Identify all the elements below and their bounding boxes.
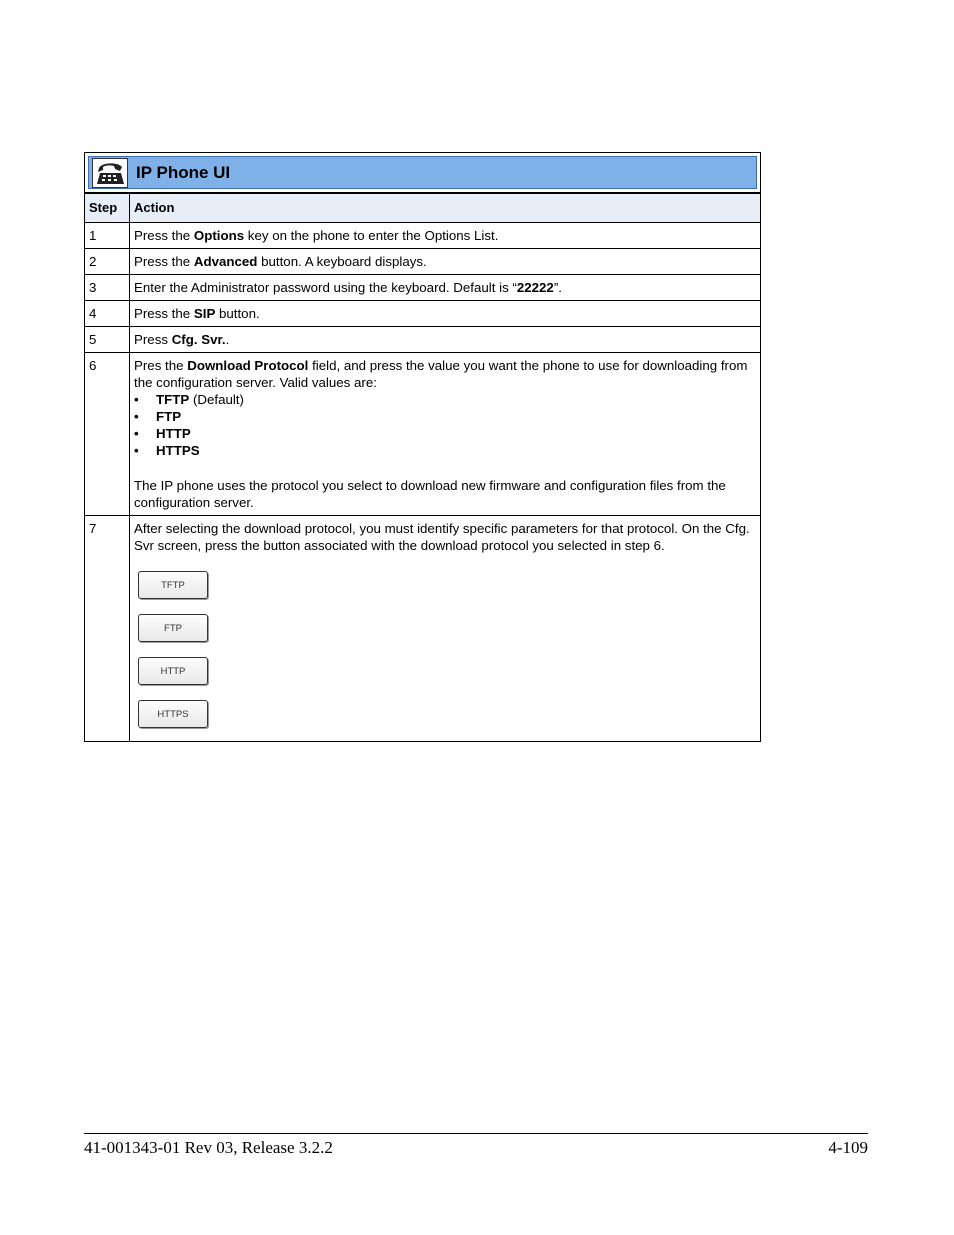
step-number: 4 [85,301,130,327]
step-number: 5 [85,327,130,353]
protocol-note: The IP phone uses the protocol you select to download new firmware and configuration files from the configuration server. [134,478,726,510]
procedure-banner [88,156,757,189]
table-row [85,275,761,301]
bullet: • [134,392,139,407]
download-protocol-instruction: Pres the Download Protocol field, and press the value you want the phone to use for downloading from the configuration server. Valid values are: [134,358,748,390]
step-number: 2 [85,249,130,275]
table-header-row [85,194,761,223]
table-row [85,516,761,742]
http-softkey-button[interactable]: HTTP [138,657,208,685]
https-softkey-button[interactable]: HTTPS [138,700,208,728]
step-action [130,516,761,742]
table-row [85,353,761,516]
step-action: Enter the Administrator password using the keyboard. Default is “22222”. [130,275,761,301]
step-number: 6 [85,353,130,516]
steps-table [84,193,761,742]
step-action: Press the Options key on the phone to enter the Options List. [130,223,761,249]
table-row [85,327,761,353]
step-action: Press Cfg. Svr.. [130,327,761,353]
step-action [130,353,761,516]
step-action: Press the SIP button. [130,301,761,327]
step-action: Press the Advanced button. A keyboard displays. [130,249,761,275]
bullet: • [134,426,139,441]
list-item: • HTTP [134,426,191,441]
table-row [85,249,761,275]
footer-document-id: 41-001343-01 Rev 03, Release 3.2.2 [84,1138,333,1157]
table-row [85,301,761,327]
ip-phone-ui-procedure [84,152,761,742]
footer-page-number: 4-109 [828,1138,868,1157]
bullet: • [134,443,139,458]
list-item: • TFTP (Default) [134,392,244,407]
footer-divider [84,1133,868,1134]
table-row [85,223,761,249]
protocol-option-list [134,391,756,459]
procedure-title: IP Phone UI [136,162,231,182]
softkey-illustration [134,554,756,737]
action-column-header: Action [130,194,761,223]
step-number: 1 [85,223,130,249]
step-column-header: Step [85,194,130,223]
step-number: 3 [85,275,130,301]
protocol-parameter-instruction: After selecting the download protocol, you must identify specific parameters for that protocol. On the Cfg. Svr screen, press the button associated with the download protocol you selected in step 6. [134,521,750,553]
list-item: • FTP [134,409,182,424]
tftp-softkey-button[interactable]: TFTP [138,571,208,599]
step-number: 7 [85,516,130,742]
list-item: • HTTPS [134,443,200,458]
procedure-banner-frame [84,152,761,193]
desk-phone-icon [92,158,128,188]
ftp-softkey-button[interactable]: FTP [138,614,208,642]
bullet: • [134,409,139,424]
